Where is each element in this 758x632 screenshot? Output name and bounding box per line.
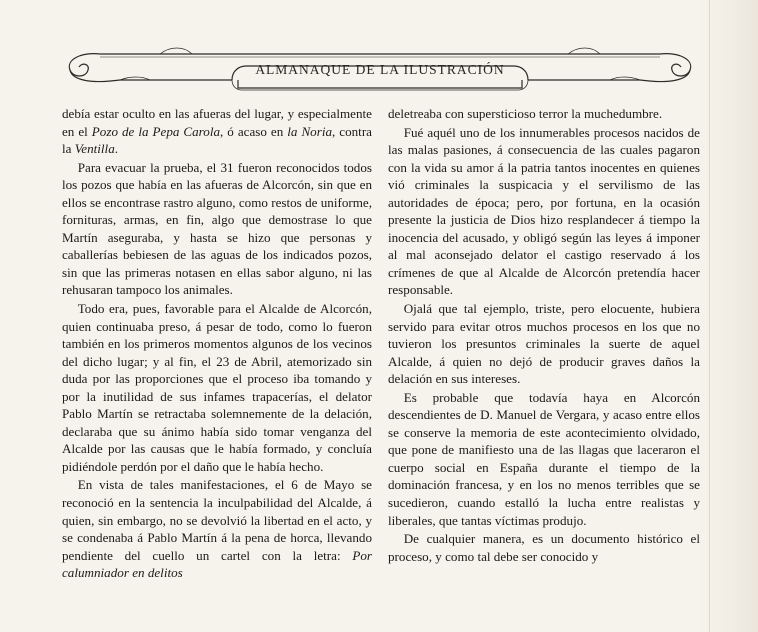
paragraph-text: debía estar oculto en las afueras del lugar, y especialmente en el xyxy=(62,106,372,139)
paragraph-text: , ó acaso en xyxy=(220,123,288,139)
paragraph: Todo era, pues, favorable para el Alcalde de Alcorcón, quien continuaba preso, á pesar de todo, como lo fueron también en los primeros momentos algunos de los vecinos del dicho lugar; y al fin, el 23 de Abril, atemorizado sin duda por las proporciones que el proceso iba tomando y por la inutilidad de sus infames trapacerías, el delator Pablo Martín se retractaba solemnemente de la delación, declaraba que su ánimo había sido tomar venganza del Alcalde por las causas que le había formado, y concluía pidiéndole perdón por el daño que le había hecho. xyxy=(62,301,372,474)
paragraph-text: , contra la xyxy=(62,123,372,157)
paragraph: De cualquier manera, es un documento histórico el proceso, y como tal debe ser conocido y xyxy=(388,531,700,564)
place-name: Ventilla xyxy=(74,141,115,157)
place-name: la Noria xyxy=(287,123,333,139)
paragraph xyxy=(62,476,372,581)
paragraph: Ojalá que tal ejemplo, triste, pero elocuente, hubiera servido para evitar otros muchos procesos en los que no tuvieron los presuntos criminales la suerte de aquel Alcalde, á quien no dejó de producir graves daños la delación en sus intereses. xyxy=(388,301,700,387)
paragraph-continued xyxy=(62,105,372,158)
paragraph-text: . xyxy=(114,141,119,157)
page-edge xyxy=(696,0,758,632)
page-header xyxy=(60,40,700,92)
right-column xyxy=(388,105,700,565)
paragraph-continued: deletreaba con supersticioso terror la muchedumbre. xyxy=(388,106,663,121)
paragraph-text: En vista de tales manifestaciones, el 6 de Mayo se reconoció en la sentencia la inculpabilidad del Alcalde, á quien, sin embargo, no se devolvió la libertad en el acto, y se condenaba á Pablo Martín á la pena de horca, llevando pendiente del cuello un cartel con la letra: xyxy=(62,477,372,563)
page-fold-line xyxy=(709,0,710,632)
paragraph: Fué aquél uno de los innumerables procesos nacidos de las malas pasiones, á consecuencia de las cuales pagaron con la vida su amor á la patria tantos inocentes en quienes vió criminales la suspicacia y el servilismo de las autoridades de época; pero, por fortuna, en la ocasión presente la justicia de Dios hizo resplandecer á tiempo la inocencia del acusado, y obligó según las leyes á imponer al mal aconsejado delator el castigo reservado á los crímenes de que al Alcalde de Alcorcón pretendía hacer responsable. xyxy=(388,124,700,298)
paragraph: Para evacuar la prueba, el 31 fueron reconocidos todos los pozos que había en las afueras de Alcorcón, sin que en ellos se encontrase rastro alguno, como restos de uniforme, fornituras, armas, en fin, algo que demostrase lo que Martín aseguraba, y hasta se hizo que personas y caballerías bebiesen de las aguas de los indicados pozos, sin que las primeras notasen en ellas sabor alguno, ni las rehusaran tampoco los animales. xyxy=(62,159,372,298)
almanac-title: ALMANAQUE DE LA ILUSTRACIÓN xyxy=(255,62,505,77)
paragraph: Es probable que todavía haya en Alcorcón descendientes de D. Manuel de Vergara, y acaso entre ellos se conserve la memoria de este acontecimiento olvidado, que pone de manifiesto una de las llagas que laceraron el cuerpo social en España durante el tiempo de la dominación francesa, y en los no menos terribles que se sucedieron, cuando estalló la lucha entre realistas y liberales, que tantas víctimas produjo. xyxy=(388,389,700,528)
quoted-sentence: Por calumniador en delitos xyxy=(62,547,372,581)
left-column xyxy=(62,105,372,582)
place-name: Pozo de la Pepa Carola xyxy=(91,123,221,139)
